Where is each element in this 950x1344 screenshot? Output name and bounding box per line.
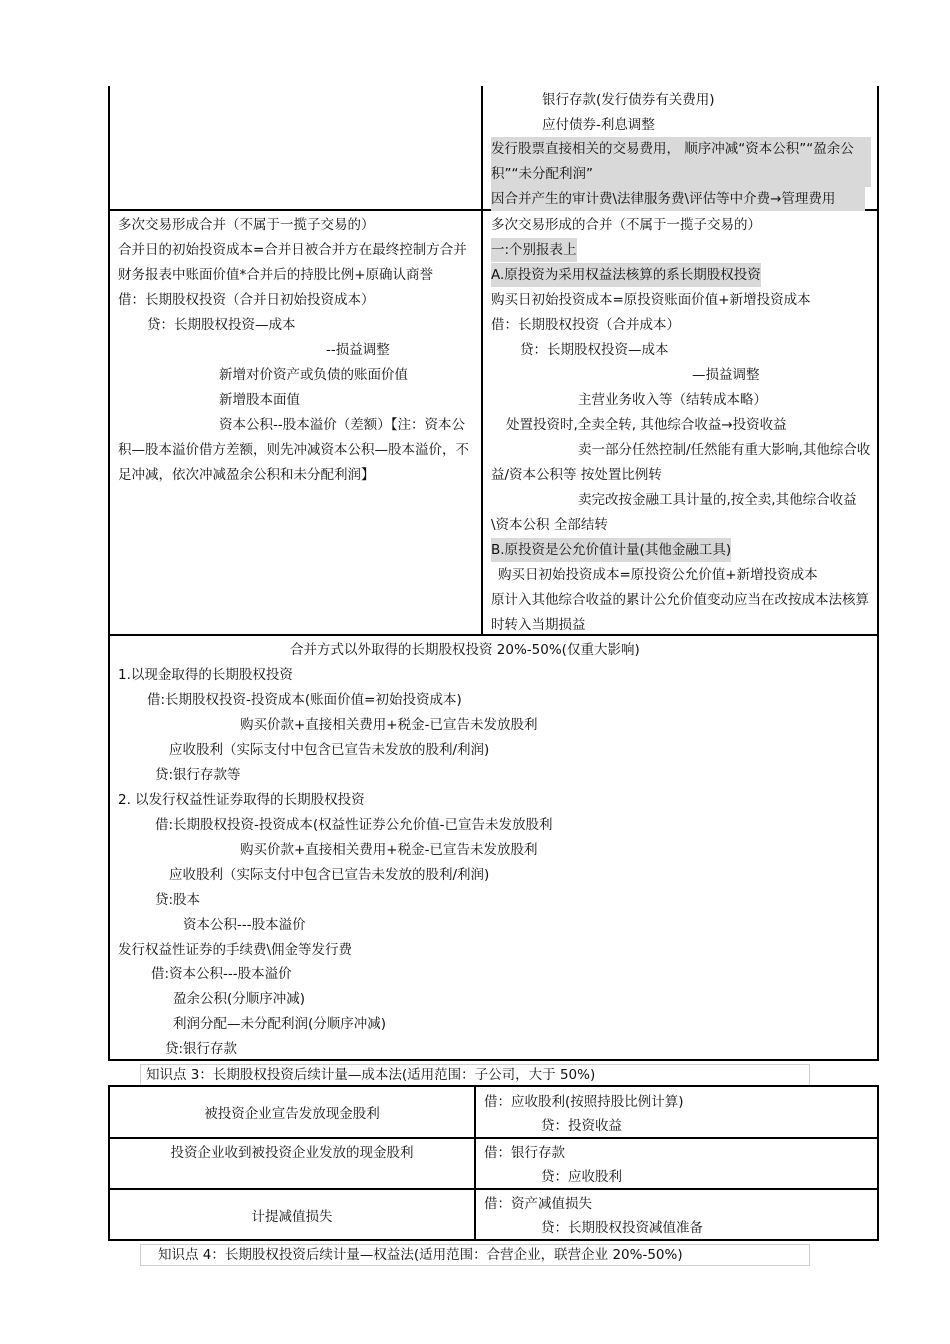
row-divider (108, 1137, 879, 1139)
table-cell-event: 计提减值损失 (251, 1209, 333, 1225)
table-cell-entry: 贷：投资收益 (541, 1118, 622, 1134)
highlighted-note: 因合并产生的审计费\法律服务费\评估等中介费→管理费用 (491, 187, 865, 211)
cell-title: 多次交易形成的合并（不属于一揽子交易的） (491, 217, 761, 233)
text-line: 贷：长期股权投资—成本 (520, 342, 669, 358)
table-bottom-border (108, 1239, 879, 1241)
text-line: 购买日初始投资成本=原投资公允价值+新增投资成本 (498, 567, 818, 583)
text-para: 原计入其他综合收益的累计公允价值变动应当在改按成本法核算时转入当期损益 (491, 592, 869, 633)
table-left-border (108, 86, 110, 1061)
table-right-border (877, 1085, 879, 1241)
text-line: --损益调整 (326, 342, 390, 358)
text-para: 合并日的初始投资成本=合并日被合并方在最终控制方合并财务报表中账面价值*合并后的持股比例+原确认商誉 (118, 242, 467, 283)
text-line: 主营业务收入等（结转成本略） (578, 392, 767, 408)
text-para: 卖一部分任然控制/任然能有重大影响,其他综合收益/资本公积等 按处置比例转 (491, 442, 871, 483)
row-divider (108, 1188, 879, 1190)
section-heading: B.原投资是公允价值计量(其他金融工具) (491, 538, 731, 562)
section-header: 合并方式以外取得的长期股权投资 20%-50%(仅重大影响) (290, 642, 640, 658)
table-cell-entry: 借：银行存款 (484, 1145, 565, 1161)
text-line: 贷:银行存款 (165, 1041, 238, 1057)
knowledge-4-heading: 知识点 4：长期股权投资后续计量—权益法(适用范围：合营企业，联营企业 20%-50%) (158, 1247, 683, 1263)
table-cell-event: 被投资企业宣告发放现金股利 (204, 1106, 380, 1122)
table-middle-border (481, 86, 483, 635)
text-line: 贷:银行存款等 (155, 767, 241, 783)
text-line: 1.以现金取得的长期股权投资 (118, 667, 293, 683)
text-line: 购买价款+直接相关费用+税金-已宣告未发放股利 (240, 717, 538, 733)
text-para: 卖完改按金融工具计量的,按全卖,其他综合收益\资本公积 全部结转 (491, 492, 857, 533)
text-line: 资本公积---股本溢价 (183, 917, 306, 933)
text-line: 借:长期股权投资-投资成本(权益性证券公允价值-已宣告未发放股利 (155, 817, 553, 833)
text-line: 购买价款+直接相关费用+税金-已宣告未发放股利 (240, 842, 538, 858)
text-line: 新增对价资产或负债的账面价值 (219, 367, 408, 383)
table-middle-border (474, 1085, 476, 1241)
text-line: 借:资本公积---股本溢价 (151, 966, 292, 982)
text-line: 借：长期股权投资（合并成本） (491, 317, 680, 333)
knowledge-3-heading: 知识点 3：长期股权投资后续计量—成本法(适用范围：子公司，大于 50%) (146, 1067, 596, 1083)
text-line: 银行存款(发行债券有关费用) (542, 92, 715, 108)
text-line: 处置投资时,全卖全转, 其他综合收益→投资收益 (506, 417, 787, 433)
text-line: 贷：长期股权投资—成本 (147, 317, 296, 333)
text-line: 购买日初始投资成本=原投资账面价值+新增投资成本 (491, 292, 811, 308)
section-heading: 一:个别报表上 (491, 238, 577, 262)
text-line: 借:长期股权投资-投资成本(账面价值=初始投资成本) (147, 692, 462, 708)
text-line: 应付债券-利息调整 (542, 117, 655, 133)
highlighted-note: 发行股票直接相关的交易费用， 顺序冲减“资本公积”“盈余公积”“未分配利润” (491, 137, 871, 187)
section-heading: A.原投资为采用权益法核算的系长期股权投资 (491, 263, 761, 287)
text-line: 应收股利（实际支付中包含已宣告未发放的股利/利润) (169, 867, 490, 883)
table-right-border (877, 86, 879, 1061)
text-line: 贷:股本 (155, 892, 201, 908)
text-line: —损益调整 (692, 367, 760, 383)
text-line: 借：长期股权投资（合并日初始投资成本） (118, 292, 375, 308)
table-cell-entry: 借：应收股利(按照持股比例计算) (484, 1094, 684, 1110)
table-cell-entry: 借：资产减值损失 (484, 1196, 592, 1212)
text-line: 2. 以发行权益性证券取得的长期股权投资 (118, 792, 365, 808)
table-cell-entry: 贷：应收股利 (541, 1169, 622, 1185)
text-line: 应收股利（实际支付中包含已宣告未发放的股利/利润) (169, 742, 490, 758)
table-top-border (108, 1085, 879, 1087)
text-line: 发行权益性证券的手续费\佣金等发行费 (118, 942, 353, 958)
table-cell-entry: 贷：长期股权投资减值准备 (541, 1220, 703, 1236)
text-para: 资本公积--股本溢价（差额）【注：资本公积—股本溢价借方差额，则先冲减资本公积—股本溢价，不足冲减，依次冲减盈余公积和未分配利润】 (118, 417, 469, 483)
cell-title: 多次交易形成合并（不属于一揽子交易的） (118, 217, 375, 233)
table-cell-event: 投资企业收到被投资企业发放的现金股利 (170, 1145, 414, 1161)
text-line: 盈余公积(分顺序冲减) (173, 991, 306, 1007)
text-line: 新增股本面值 (219, 392, 300, 408)
text-line: 利润分配—未分配利润(分顺序冲减) (173, 1016, 387, 1032)
